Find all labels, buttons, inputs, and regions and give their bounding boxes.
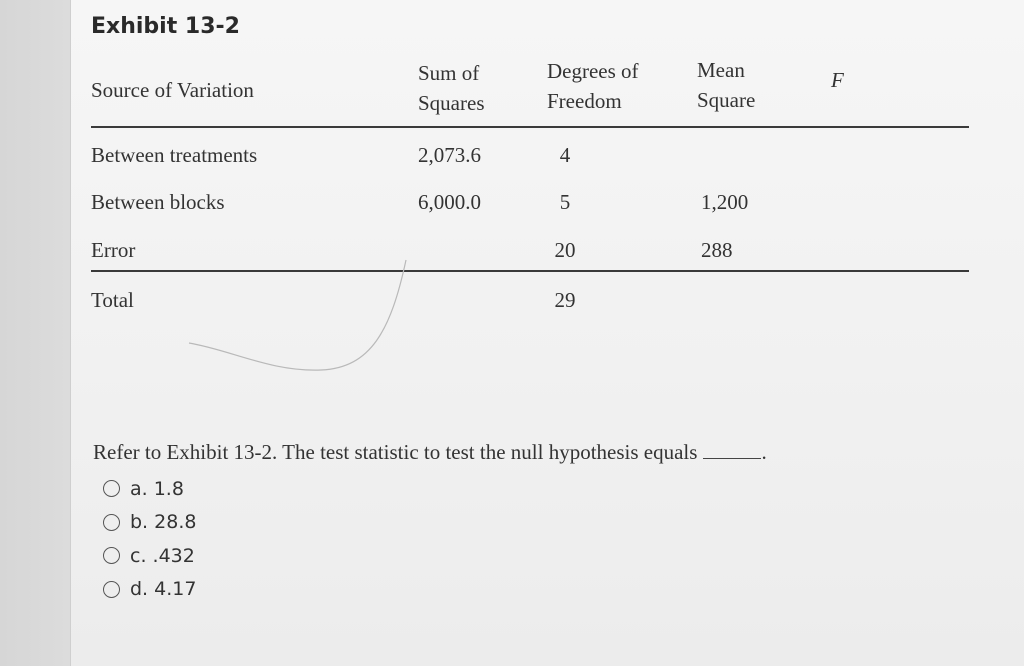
row-ms: 1,200: [701, 190, 749, 214]
row-ms: 288: [701, 238, 733, 262]
option-label: a. 1.8: [130, 477, 184, 500]
row-ss: 2,073.6: [418, 143, 481, 167]
header-degrees-of-freedom: [547, 56, 639, 116]
header-mean-square: [697, 55, 755, 115]
row-source: Total: [91, 288, 134, 312]
radio-button[interactable]: [103, 581, 120, 598]
question-end: .: [761, 440, 767, 464]
radio-button[interactable]: [103, 547, 120, 564]
header-ms-line2: Square: [697, 88, 756, 112]
header-df-line1: Degrees of: [547, 59, 639, 83]
header-ss-line2: Squares: [418, 91, 485, 115]
row-source: Error: [91, 238, 136, 262]
question-panel: [70, 0, 1024, 666]
left-margin: [0, 0, 70, 666]
row-df: 4: [559, 143, 571, 167]
row-ss: 6,000.0: [418, 190, 481, 214]
question-text: [93, 440, 767, 465]
radio-button[interactable]: [103, 480, 120, 497]
question-prompt: Refer to Exhibit 13-2. The test statistic to test the null hypothesis equals: [93, 440, 698, 464]
header-source: Source of Variation: [91, 78, 254, 102]
option-label: c. .432: [130, 544, 195, 567]
option-d[interactable]: [103, 573, 196, 607]
radio-button[interactable]: [103, 514, 120, 531]
option-label: d. 4.17: [130, 578, 197, 601]
row-df: 5: [559, 190, 571, 214]
answer-options: [103, 472, 196, 606]
option-label: b. 28.8: [130, 511, 197, 534]
row-source: Between blocks: [91, 190, 225, 214]
header-sum-of-squares: [418, 58, 485, 118]
answer-blank: [703, 442, 761, 459]
option-b[interactable]: [103, 506, 196, 540]
table-rule-bottom: [91, 270, 969, 272]
table-rule-top: [91, 126, 969, 128]
header-ms-line1: Mean: [697, 58, 745, 82]
row-df: 29: [554, 288, 576, 312]
option-a[interactable]: [103, 472, 196, 506]
exhibit-title: Exhibit 13-2: [91, 14, 240, 39]
row-df: 20: [554, 238, 576, 262]
header-ss-line1: Sum of: [418, 61, 480, 85]
header-f: F: [831, 68, 844, 92]
option-c[interactable]: [103, 539, 196, 573]
header-df-line2: Freedom: [547, 89, 622, 113]
row-source: Between treatments: [91, 143, 258, 167]
